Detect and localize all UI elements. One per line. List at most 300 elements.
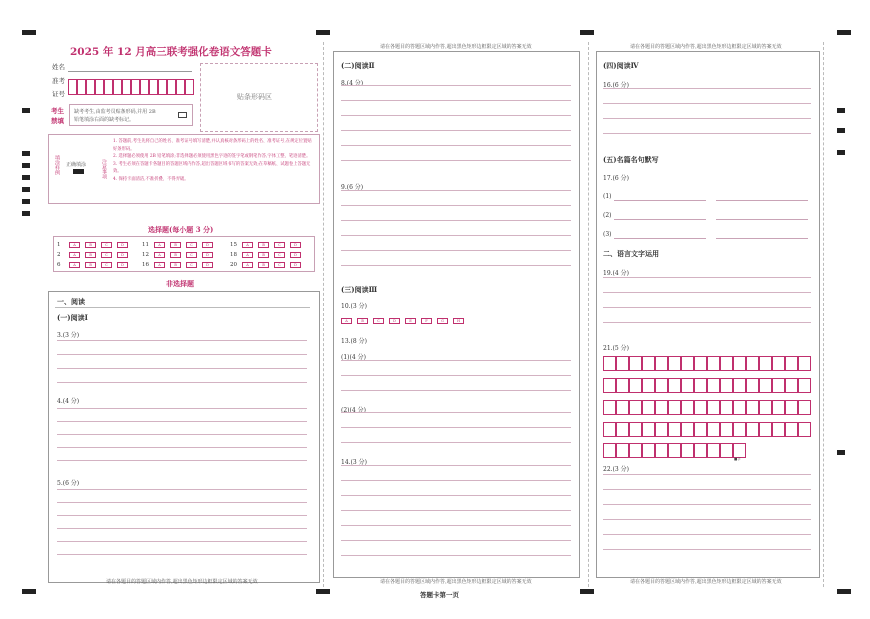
question-17-part-3: (3)	[603, 231, 612, 238]
choice-option-bubble[interactable]: D	[202, 242, 213, 248]
question-13-2-answer-lines[interactable]	[341, 412, 571, 443]
writing-cell[interactable]	[772, 378, 785, 393]
answer-line[interactable]	[603, 504, 811, 505]
choice-option-bubble[interactable]: B	[85, 242, 96, 248]
writing-cell[interactable]	[785, 422, 798, 437]
answer-line[interactable]	[341, 412, 571, 413]
answer-line[interactable]	[341, 160, 571, 161]
writing-cell[interactable]	[785, 400, 798, 415]
writing-cell[interactable]	[642, 400, 655, 415]
choice-option-bubble[interactable]: C	[186, 262, 197, 268]
answer-line[interactable]	[341, 442, 571, 443]
choice-option-bubble[interactable]: C	[186, 242, 197, 248]
writing-cell[interactable]	[629, 356, 642, 371]
question-19-label: 19.(4 分)	[603, 270, 629, 277]
answer-line[interactable]	[341, 390, 571, 391]
answer-line[interactable]	[57, 368, 307, 369]
writing-cell[interactable]	[681, 443, 694, 458]
question-5-answer-lines[interactable]	[57, 489, 307, 555]
writing-cell[interactable]	[707, 443, 720, 458]
writing-cell[interactable]	[746, 356, 759, 371]
answer-line[interactable]	[341, 525, 571, 526]
note-item: 2. 选择题必须使用 2B 铅笔填涂;非选择题必须使用黑色字迹的签字笔或钢笔作答,字体工整、笔迹清楚。	[113, 154, 311, 160]
question-9-label: 9.(6 分)	[341, 184, 364, 191]
question-21-writing-grid[interactable]	[603, 356, 811, 437]
question-10-option[interactable]: D	[389, 318, 400, 324]
barcode-label: 贴条形码区	[237, 93, 272, 101]
answer-line[interactable]	[341, 130, 571, 131]
writing-cell[interactable]	[629, 400, 642, 415]
choice-option-bubble[interactable]: C	[274, 252, 285, 258]
writing-cell[interactable]	[655, 378, 668, 393]
choice-option-bubble[interactable]: D	[117, 252, 128, 258]
question-3-label: 3.(3 分)	[57, 332, 80, 339]
writing-cell[interactable]	[616, 356, 629, 371]
writing-cell[interactable]	[733, 400, 746, 415]
note-item: 1. 答题前,考生先将自己的姓名、准考证号填写清楚,并认真核对条形码上的姓名、准考证号,在规定位置贴好条形码。	[113, 139, 312, 152]
writing-cell[interactable]	[642, 378, 655, 393]
registration-mark	[837, 108, 845, 113]
writing-cell[interactable]	[759, 422, 772, 437]
writing-cell[interactable]	[772, 400, 785, 415]
writing-cell[interactable]	[616, 378, 629, 393]
writing-cell[interactable]	[720, 400, 733, 415]
ticket-digit-box[interactable]	[176, 79, 185, 95]
choice-question-number: 11	[142, 242, 149, 248]
question-10-label: 10.(3 分)	[341, 303, 367, 310]
answer-line[interactable]	[603, 118, 811, 119]
choice-option-bubble[interactable]: D	[117, 262, 128, 268]
writing-cell[interactable]	[629, 443, 642, 458]
exam-notice-box	[69, 104, 193, 126]
choice-question-number: 20	[230, 262, 237, 268]
notes-box	[48, 134, 320, 204]
writing-cell[interactable]	[655, 400, 668, 415]
question-5-label: 5.(6 分)	[57, 480, 80, 487]
writing-cell[interactable]	[642, 356, 655, 371]
answer-line[interactable]	[341, 427, 571, 428]
answer-line[interactable]	[341, 85, 571, 86]
question-22-answer-lines[interactable]	[603, 474, 811, 550]
answer-line[interactable]	[341, 480, 571, 481]
ticket-digit-box[interactable]	[104, 79, 113, 95]
answer-line[interactable]	[57, 554, 307, 555]
answer-line[interactable]	[341, 495, 571, 496]
answer-line[interactable]	[603, 474, 811, 475]
choice-question-number: 15	[230, 242, 237, 248]
question-10-option[interactable]: H	[453, 318, 464, 324]
answer-line[interactable]	[341, 205, 571, 206]
section-famous-lines: (五)名篇名句默写	[603, 155, 659, 164]
answer-line[interactable]	[341, 265, 571, 266]
choice-question-number: 6	[57, 262, 61, 268]
writing-cell[interactable]	[694, 378, 707, 393]
question-8-answer-lines[interactable]	[341, 85, 571, 161]
ticket-digit-box[interactable]	[86, 79, 95, 95]
choice-option-bubble[interactable]: C	[186, 252, 197, 258]
writing-cell[interactable]	[668, 356, 681, 371]
writing-cell[interactable]	[655, 443, 668, 458]
choice-option-bubble[interactable]: D	[202, 252, 213, 258]
choice-question-number: 18	[230, 252, 237, 258]
answer-line[interactable]	[603, 103, 811, 104]
question-17-blank[interactable]	[614, 200, 706, 201]
choice-option-bubble[interactable]: D	[290, 252, 301, 258]
question-4-answer-lines[interactable]	[57, 408, 307, 461]
registration-mark	[580, 30, 594, 35]
question-22-label: 22.(3 分)	[603, 466, 629, 473]
writing-cell[interactable]	[707, 378, 720, 393]
choice-option-bubble[interactable]: B	[170, 242, 181, 248]
writing-cell[interactable]	[603, 356, 616, 371]
choice-option-bubble[interactable]: B	[85, 252, 96, 258]
answer-line[interactable]	[603, 549, 811, 550]
exam-notice-label-line: 考生	[51, 107, 64, 115]
writing-cell[interactable]	[681, 400, 694, 415]
question-13-1-label: (1)(4 分)	[341, 354, 366, 361]
question-17-part-2: (2)	[603, 212, 612, 219]
writing-cell[interactable]	[694, 400, 707, 415]
boundary-warning: 请在各题目的答题区域内作答,超出黑色矩形边框限定区域的答案无效	[380, 579, 532, 585]
correct-fill-sample	[73, 169, 84, 174]
registration-mark	[837, 589, 851, 594]
writing-cell[interactable]	[668, 400, 681, 415]
writing-cell[interactable]	[798, 422, 811, 437]
question-9-answer-lines[interactable]	[341, 190, 571, 266]
subsection-reading-4: (四)阅读Ⅳ	[603, 61, 639, 70]
writing-cell[interactable]	[720, 443, 733, 458]
answer-line[interactable]	[603, 489, 811, 490]
subsection-reading-1: (一)阅读Ⅰ	[57, 313, 88, 322]
answer-line[interactable]	[57, 408, 307, 409]
choice-question-row	[57, 252, 133, 258]
registration-mark	[316, 30, 330, 35]
ticket-digit-box[interactable]	[158, 79, 167, 95]
question-10-option[interactable]: A	[341, 318, 352, 324]
ticket-digit-box[interactable]	[167, 79, 176, 95]
answer-line[interactable]	[57, 340, 307, 341]
answer-line[interactable]	[57, 515, 307, 516]
registration-mark	[837, 450, 845, 455]
writing-cell[interactable]	[616, 443, 629, 458]
registration-mark	[837, 128, 845, 133]
subsection-reading-2: (二)阅读Ⅱ	[341, 61, 375, 70]
choice-option-bubble[interactable]: A	[242, 242, 253, 248]
notes-list	[113, 138, 315, 184]
choice-option-bubble[interactable]: C	[101, 242, 112, 248]
ticket-digit-box[interactable]	[77, 79, 86, 95]
choice-option-bubble[interactable]: C	[101, 262, 112, 268]
writing-cell[interactable]	[746, 400, 759, 415]
section-reading: 一、阅读	[57, 297, 85, 306]
question-17-blank[interactable]	[716, 219, 808, 220]
answer-line[interactable]	[603, 88, 811, 89]
choice-option-bubble[interactable]: B	[85, 262, 96, 268]
answer-line[interactable]	[57, 354, 307, 355]
question-21-label: 21.(5 分)	[603, 345, 629, 352]
choice-option-bubble[interactable]: B	[170, 262, 181, 268]
writing-cell[interactable]	[733, 443, 746, 458]
choice-option-bubble[interactable]: A	[154, 262, 165, 268]
exam-notice-text: 铅笔填涂右面的缺考标记。	[74, 117, 135, 123]
column-separator	[588, 42, 589, 587]
choice-option-bubble[interactable]: B	[170, 252, 181, 258]
name-label: 姓名	[52, 63, 65, 71]
writing-cell[interactable]	[681, 356, 694, 371]
writing-cell[interactable]	[759, 400, 772, 415]
answer-line[interactable]	[603, 133, 811, 134]
question-17-blank[interactable]	[614, 238, 706, 239]
column-separator	[323, 42, 324, 587]
writing-cell[interactable]	[655, 422, 668, 437]
question-21-word-count: ■字	[734, 457, 741, 461]
choice-option-bubble[interactable]: D	[290, 242, 301, 248]
choice-option-bubble[interactable]: A	[69, 262, 80, 268]
ticket-digit-box[interactable]	[149, 79, 158, 95]
choice-question-row	[57, 262, 133, 268]
answer-line[interactable]	[603, 277, 811, 278]
question-13-label: 13.(8 分)	[341, 338, 367, 345]
registration-mark	[837, 30, 851, 35]
writing-cell[interactable]	[694, 422, 707, 437]
writing-cell[interactable]	[681, 378, 694, 393]
writing-cell[interactable]	[694, 356, 707, 371]
ticket-digit-box[interactable]	[185, 79, 194, 95]
answer-line[interactable]	[341, 145, 571, 146]
writing-cell[interactable]	[642, 443, 655, 458]
ticket-digit-box[interactable]	[95, 79, 104, 95]
absent-mark-box[interactable]	[178, 112, 187, 118]
ticket-label: 准考	[52, 77, 65, 85]
question-17-blank[interactable]	[614, 219, 706, 220]
writing-cell[interactable]	[668, 422, 681, 437]
writing-cell[interactable]	[707, 356, 720, 371]
answer-line[interactable]	[341, 360, 571, 361]
choice-title: 选择题(每小题 3 分)	[148, 225, 214, 234]
choice-question-row	[142, 242, 218, 248]
answer-line[interactable]	[341, 465, 571, 466]
note-item: 3. 考生必须在答题卡各题目的答题区域内作答,超出答题区域书写的答案无效;在草稿纸、试题卷上答题无效。	[113, 161, 311, 175]
writing-cell[interactable]	[785, 356, 798, 371]
choice-option-bubble[interactable]: C	[274, 242, 285, 248]
question-19-answer-lines[interactable]	[603, 277, 811, 323]
writing-cell[interactable]	[603, 378, 616, 393]
answer-line[interactable]	[57, 447, 307, 448]
question-21-writing-grid-last[interactable]	[603, 443, 746, 458]
choice-option-bubble[interactable]: B	[258, 262, 269, 268]
choice-question-number: 1	[57, 242, 61, 248]
choice-question-row	[57, 242, 133, 248]
writing-cell[interactable]	[707, 400, 720, 415]
writing-cell[interactable]	[733, 356, 746, 371]
question-17-part-1: (1)	[603, 193, 612, 200]
choice-option-bubble[interactable]: C	[274, 262, 285, 268]
timing-mark	[22, 151, 30, 156]
answer-line[interactable]	[603, 292, 811, 293]
writing-cell[interactable]	[616, 400, 629, 415]
writing-cell[interactable]	[733, 422, 746, 437]
barcode-area	[200, 63, 318, 132]
question-10-option[interactable]: E	[405, 318, 416, 324]
answer-line[interactable]	[57, 382, 307, 383]
ticket-digit-box[interactable]	[131, 79, 140, 95]
answer-line[interactable]	[603, 519, 811, 520]
writing-cell[interactable]	[772, 422, 785, 437]
choice-option-bubble[interactable]: D	[290, 262, 301, 268]
writing-cell[interactable]	[668, 378, 681, 393]
boundary-warning: 请在各题目的答题区域内作答,超出黑色矩形边框限定区域的答案无效	[630, 579, 782, 585]
choice-question-row	[142, 252, 218, 258]
writing-cell[interactable]	[603, 400, 616, 415]
answer-line[interactable]	[603, 534, 811, 535]
answer-line[interactable]	[341, 555, 571, 556]
answer-line[interactable]	[57, 421, 307, 422]
question-3-answer-lines[interactable]	[57, 340, 307, 383]
ticket-digit-box[interactable]	[113, 79, 122, 95]
answer-line[interactable]	[57, 528, 307, 529]
question-13-1-answer-lines[interactable]	[341, 360, 571, 391]
section-language-use: 二、语言文字运用	[603, 249, 659, 258]
timing-mark	[22, 199, 30, 204]
boundary-warning: 请在各题目的答题区域内作答,超出黑色矩形边框限定区域的答案无效	[380, 44, 532, 50]
answer-line[interactable]	[341, 540, 571, 541]
choice-option-bubble[interactable]: D	[117, 242, 128, 248]
choice-option-bubble[interactable]: A	[69, 242, 80, 248]
answer-line[interactable]	[341, 375, 571, 376]
ticket-digit-box[interactable]	[68, 79, 77, 95]
choice-option-bubble[interactable]: A	[154, 242, 165, 248]
choice-option-bubble[interactable]: B	[258, 242, 269, 248]
answer-line[interactable]	[341, 235, 571, 236]
question-4-label: 4.(4 分)	[57, 398, 80, 405]
notes-label: 注意事项	[101, 159, 107, 179]
timing-mark	[22, 211, 30, 216]
question-17-blank[interactable]	[716, 200, 808, 201]
registration-mark	[316, 589, 330, 594]
writing-cell[interactable]	[798, 378, 811, 393]
choice-option-bubble[interactable]: A	[242, 262, 253, 268]
writing-cell[interactable]	[668, 443, 681, 458]
writing-cell[interactable]	[759, 378, 772, 393]
question-10-option[interactable]: G	[437, 318, 448, 324]
question-16-label: 16.(6 分)	[603, 82, 629, 89]
note-item: 4. 保持卡面清洁,不准折叠、不得弄破。	[113, 176, 189, 182]
answer-line[interactable]	[341, 190, 571, 191]
question-14-answer-lines[interactable]	[341, 465, 571, 556]
question-10-option[interactable]: B	[357, 318, 368, 324]
writing-cell[interactable]	[603, 422, 616, 437]
answer-line[interactable]	[341, 115, 571, 116]
answer-line[interactable]	[57, 434, 307, 435]
choice-question-number: 2	[57, 252, 61, 258]
writing-cell[interactable]	[694, 443, 707, 458]
timing-mark	[22, 175, 30, 180]
choice-question-row	[230, 242, 306, 248]
registration-mark	[580, 589, 594, 594]
ticket-digit-box[interactable]	[122, 79, 131, 95]
writing-cell[interactable]	[772, 356, 785, 371]
writing-cell[interactable]	[707, 422, 720, 437]
writing-cell[interactable]	[798, 400, 811, 415]
answer-line[interactable]	[603, 322, 811, 323]
choice-option-bubble[interactable]: A	[154, 252, 165, 258]
choice-option-bubble[interactable]: A	[242, 252, 253, 258]
answer-line[interactable]	[57, 541, 307, 542]
choice-question-row	[230, 262, 306, 268]
writing-cell[interactable]	[720, 378, 733, 393]
ticket-number-boxes[interactable]	[68, 79, 194, 99]
ticket-label: 证号	[52, 90, 65, 98]
writing-cell[interactable]	[746, 422, 759, 437]
writing-cell[interactable]	[629, 422, 642, 437]
answer-line[interactable]	[603, 307, 811, 308]
writing-cell[interactable]	[655, 356, 668, 371]
writing-cell[interactable]	[759, 356, 772, 371]
question-17-blank[interactable]	[716, 238, 808, 239]
answer-line[interactable]	[341, 100, 571, 101]
choice-option-bubble[interactable]: C	[101, 252, 112, 258]
exam-notice-label-line: 禁填	[51, 117, 64, 125]
correct-fill-label: 正确填涂	[66, 162, 87, 168]
fill-example-label: 填涂样例	[54, 155, 60, 175]
name-field[interactable]	[68, 71, 192, 72]
writing-cell[interactable]	[720, 422, 733, 437]
choice-option-bubble[interactable]: A	[69, 252, 80, 258]
subsection-reading-3: (三)阅读Ⅲ	[341, 285, 378, 294]
page-title: 2025 年 12 月高三联考强化卷语文答题卡	[70, 46, 272, 58]
choice-option-bubble[interactable]: B	[258, 252, 269, 258]
exam-notice-label	[51, 106, 64, 126]
answer-line[interactable]	[57, 489, 307, 490]
writing-cell[interactable]	[681, 422, 694, 437]
question-10-option[interactable]: C	[373, 318, 384, 324]
choice-question-number: 16	[142, 262, 149, 268]
answer-line[interactable]	[341, 250, 571, 251]
question-10-options[interactable]	[341, 318, 469, 324]
question-17-label: 17.(6 分)	[603, 175, 629, 182]
registration-mark	[837, 150, 845, 155]
answer-line[interactable]	[341, 220, 571, 221]
boundary-warning: 请在各题目的答题区域内作答,超出黑色矩形边框限定区域的答案无效	[106, 579, 258, 585]
question-14-label: 14.(3 分)	[341, 459, 367, 466]
ticket-digit-box[interactable]	[140, 79, 149, 95]
registration-mark	[22, 30, 36, 35]
question-16-answer-lines[interactable]	[603, 88, 811, 134]
answer-line[interactable]	[57, 502, 307, 503]
registration-mark	[22, 589, 36, 594]
nonchoice-title: 非选择题	[166, 279, 194, 288]
writing-cell[interactable]	[642, 422, 655, 437]
writing-cell[interactable]	[798, 356, 811, 371]
question-10-option[interactable]: F	[421, 318, 432, 324]
writing-cell[interactable]	[629, 378, 642, 393]
writing-cell[interactable]	[603, 443, 616, 458]
answer-line[interactable]	[341, 510, 571, 511]
writing-cell[interactable]	[616, 422, 629, 437]
boundary-warning: 请在各题目的答题区域内作答,超出黑色矩形边框限定区域的答案无效	[630, 44, 782, 50]
writing-cell[interactable]	[720, 356, 733, 371]
timing-mark	[22, 163, 30, 168]
timing-mark	[22, 187, 30, 192]
writing-cell[interactable]	[733, 378, 746, 393]
writing-cell[interactable]	[785, 378, 798, 393]
answer-line[interactable]	[57, 460, 307, 461]
column-separator	[823, 42, 824, 587]
page-footer: 答题卡第一页	[420, 591, 459, 599]
choice-option-bubble[interactable]: D	[202, 262, 213, 268]
choice-question-row	[142, 262, 218, 268]
writing-cell[interactable]	[746, 378, 759, 393]
